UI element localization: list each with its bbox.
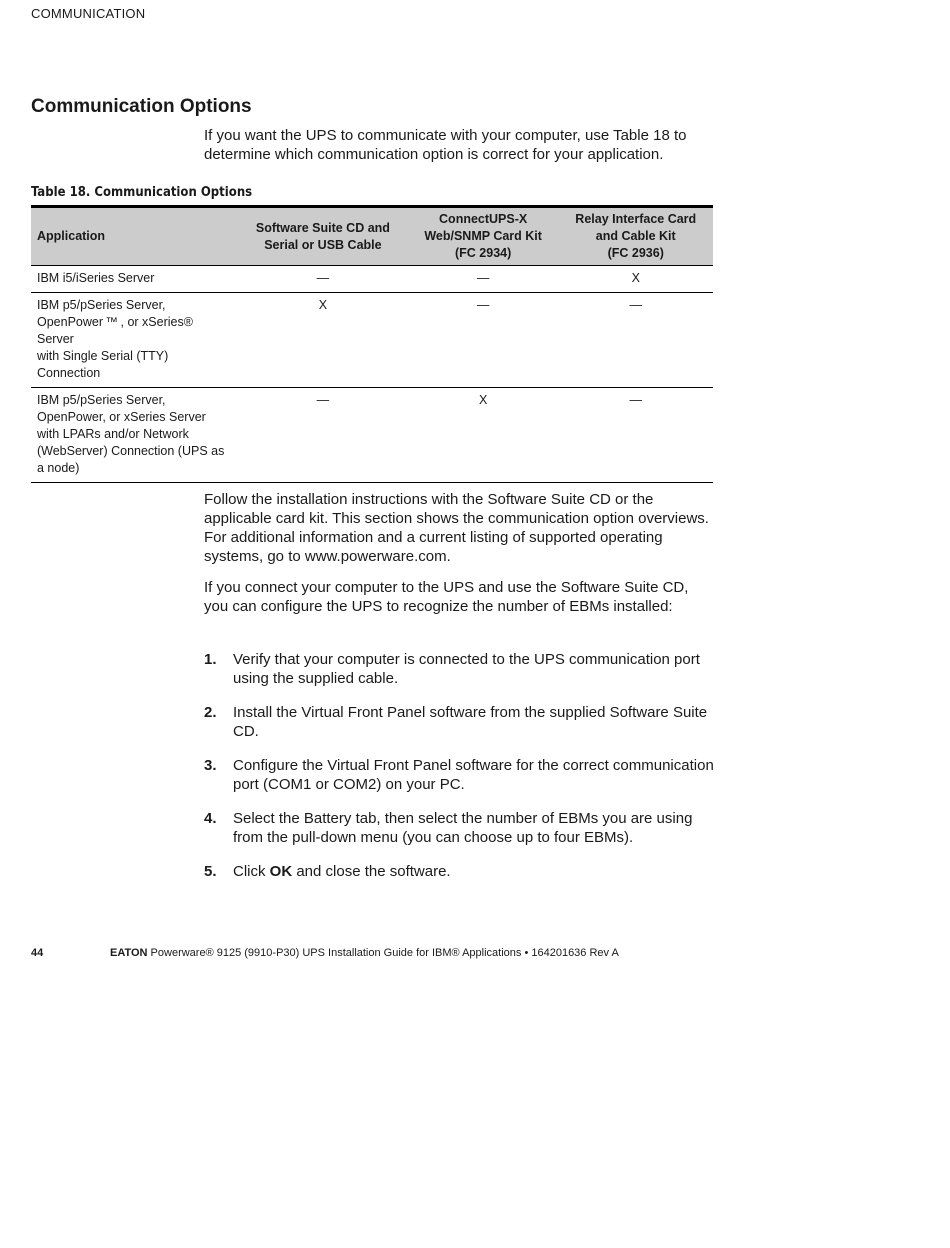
- table-row: [31, 266, 713, 293]
- application-line: IBM p5/pSeries Server,: [37, 393, 166, 407]
- header-line: Software Suite CD and: [255, 220, 390, 235]
- step-number: 1.: [204, 651, 217, 668]
- header-line: Relay Interface Card: [575, 212, 697, 226]
- cell-software-suite: —: [238, 388, 408, 483]
- eaton-brand: EATON: [110, 947, 148, 959]
- footer-title: Powerware® 9125 (9910-P30) UPS Installation Guide for IBM® Applications • 164201636 Rev A: [147, 947, 619, 959]
- step-number: 5.: [204, 863, 217, 880]
- step-text: Verify that your computer is connected to the UPS communication port using the supplied cable.: [233, 651, 700, 687]
- step-text: Configure the Virtual Front Panel software for the correct communication port (COM1 or COM2) on your PC.: [233, 757, 714, 793]
- table-row: [31, 293, 713, 388]
- header-connectups: [408, 207, 559, 266]
- application-line: (WebServer) Connection (UPS as: [37, 444, 225, 458]
- list-item: [204, 809, 714, 847]
- step-text-post: and close the software.: [292, 863, 451, 880]
- application-line: IBM i5/iSeries Server: [37, 271, 155, 285]
- cell-relay-interface: —: [558, 388, 713, 483]
- cell-connectups: X: [408, 388, 559, 483]
- list-item: [204, 862, 714, 881]
- header-line: (FC 2934): [455, 246, 512, 260]
- header-line: and Cable Kit: [595, 229, 676, 243]
- application-line: with Single Serial (TTY): [37, 349, 169, 363]
- running-header: COMMUNICATION: [31, 6, 146, 21]
- intro-paragraph: If you want the UPS to communicate with your computer, use Table 18 to determine which communication option is correct for your application.: [204, 127, 687, 163]
- cell-connectups: —: [408, 293, 559, 388]
- cell-relay-interface: X: [558, 266, 713, 293]
- application-line: OpenPower, or xSeries Server: [37, 410, 206, 424]
- section-title: Communication Options: [31, 96, 252, 117]
- cell-relay-interface: —: [558, 293, 713, 388]
- application-line: a node): [37, 461, 80, 475]
- application-line: with LPARs and/or Network: [37, 427, 189, 441]
- header-line: ConnectUPS-X: [439, 212, 528, 226]
- page-number: 44: [31, 947, 44, 959]
- communication-options-table: [31, 205, 713, 483]
- header-line: Serial or USB Cable: [264, 237, 382, 252]
- step-number: 2.: [204, 704, 217, 721]
- step-number: 4.: [204, 810, 217, 827]
- list-item: [204, 650, 714, 688]
- application-line: OpenPower ™ , or xSeries® Server: [37, 315, 193, 346]
- table-caption: Table 18. Communication Options: [31, 185, 253, 200]
- table-header-row: [31, 207, 713, 266]
- header-software-suite: [238, 207, 408, 266]
- cell-software-suite: X: [238, 293, 408, 388]
- cell-application: [31, 266, 238, 293]
- cell-connectups: —: [408, 266, 559, 293]
- list-item: [204, 703, 714, 741]
- cell-application: [31, 293, 238, 388]
- ok-label: OK: [269, 863, 293, 880]
- header-application: Application: [31, 207, 238, 266]
- configure-paragraph: If you connect your computer to the UPS and use the Software Suite CD, you can configure the UPS to recognize the number of EBMs installed:: [204, 579, 689, 615]
- step-text-pre: Click: [233, 863, 270, 880]
- table-row: [31, 388, 713, 483]
- step-text: Install the Virtual Front Panel software from the supplied Software Suite CD.: [233, 704, 708, 740]
- list-item: [204, 756, 714, 794]
- header-line: Web/SNMP Card Kit: [424, 229, 542, 243]
- footer-text: [110, 947, 619, 959]
- header-line: (FC 2936): [607, 246, 664, 260]
- application-line: Connection: [37, 366, 101, 380]
- step-text: Select the Battery tab, then select the number of EBMs you are using from the pull-down menu (you can choose up to four EBMs).: [233, 810, 693, 846]
- installation-paragraph: Follow the installation instructions with the Software Suite CD or the applicable card kit. This section shows the communication option overviews. For additional information and a current listing of supported operating systems, go to www.powerware.com.: [204, 491, 709, 565]
- cell-application: [31, 388, 238, 483]
- cell-software-suite: —: [238, 266, 408, 293]
- steps-list: [204, 650, 714, 896]
- step-number: 3.: [204, 757, 217, 774]
- application-line: IBM p5/pSeries Server,: [37, 298, 166, 312]
- header-relay-interface: [558, 207, 713, 266]
